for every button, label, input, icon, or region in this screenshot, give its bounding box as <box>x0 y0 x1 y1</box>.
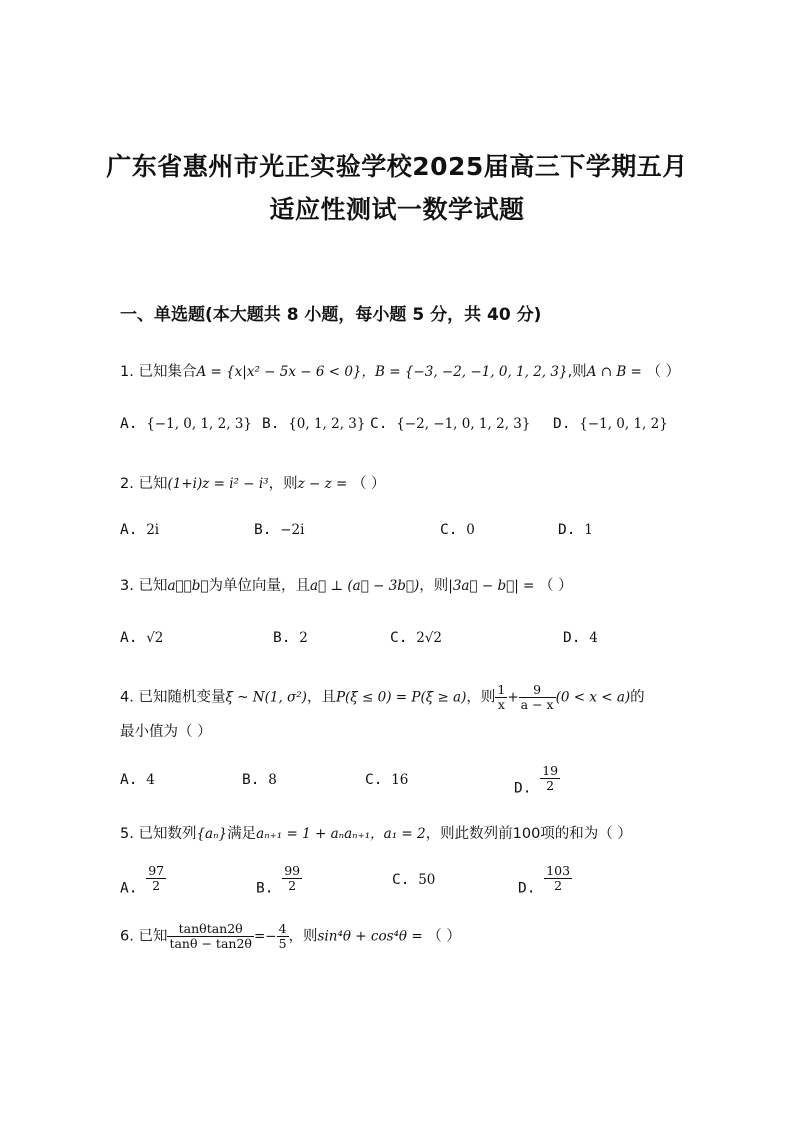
q1-prefix: 1. 已知集合 <box>120 364 197 380</box>
q4-option-d-value: $\frac{19}{2}$ <box>542 763 559 793</box>
q3-option-b-value: 2 <box>299 630 308 646</box>
q4-suffix: 的 <box>630 689 645 706</box>
q4-option-b-value: 8 <box>268 772 277 788</box>
q1-option-a[interactable]: A. {−1, 0, 1, 2, 3} <box>120 416 252 432</box>
q2-expr: (1+i)z = i² − i³ <box>167 476 269 492</box>
q3-option-c[interactable]: C. 2√2 <box>390 630 442 646</box>
q5-prefix: 5. 已知数列 <box>120 826 197 842</box>
q6-mid: ，则 <box>288 928 318 945</box>
q4-option-d[interactable]: D. $\frac{19}{2}$ <box>514 763 559 797</box>
question-2 <box>120 472 386 493</box>
q4-option-c[interactable]: C. 16 <box>365 772 409 788</box>
q3-expr: a⃗，b⃗ <box>167 578 209 594</box>
section-heading: 一、单选题(本大题共 8 小题，每小题 5 分，共 40 分) <box>120 305 542 325</box>
document-title-line2: 适应性测试一数学试题 <box>269 195 525 224</box>
q3-expr2: a⃗ ⊥ (a⃗ − 3b⃗) <box>309 578 420 594</box>
q3-paren: （ ） <box>538 578 573 594</box>
q4-option-a-value: 4 <box>146 772 155 788</box>
q1-expr: A = {x|x² − 5x − 6 < 0}，B = {−3, −2, −1, 0, 1, 2, 3} <box>196 364 568 380</box>
q6-prefix: 6. 已知 <box>120 928 168 945</box>
q3-option-a-value: √2 <box>146 630 164 646</box>
q2-mid: ，则 <box>268 476 298 492</box>
q1-option-a-value: {−1, 0, 1, 2, 3} <box>146 416 252 432</box>
q2-option-c[interactable]: C. 0 <box>440 522 475 538</box>
q4-mid: ，且 <box>306 689 336 706</box>
q4-mid2: ，则 <box>466 689 496 706</box>
q5-option-a-value: $\frac{97}{2}$ <box>148 863 165 893</box>
q5-option-a[interactable]: A. $\frac{97}{2}$ <box>120 863 165 897</box>
q3-mid2: ，则 <box>419 578 449 594</box>
q4-option-a[interactable]: A. 4 <box>120 772 155 788</box>
q3-mid: 为单位向量，且 <box>208 578 310 594</box>
q1-option-b[interactable]: B. {0, 1, 2, 3} <box>262 416 366 432</box>
q5-expr2: aₙ₊₁ = 1 + aₙaₙ₊₁，a₁ = 2 <box>256 826 426 842</box>
q4-option-c-value: 16 <box>391 772 409 788</box>
q1-paren: （ ） <box>646 364 681 380</box>
q1-mid: ,则 <box>567 364 587 380</box>
q4-option-b[interactable]: B. 8 <box>242 772 277 788</box>
q4-prefix: 4. 已知随机变量 <box>120 689 226 706</box>
question-1 <box>120 360 680 381</box>
q1-expr2: A ∩ B = <box>586 364 642 380</box>
q4-fraction-2: $\frac{9}{a - x}$ <box>520 682 554 712</box>
question-5 <box>120 822 632 843</box>
question-4-line2: 最小值为（ ） <box>120 724 212 740</box>
q3-option-d-value: 4 <box>589 630 598 646</box>
question-6: 6. 已知 $\frac{\tan\theta\tan 2\theta}{\tan\theta - \tan 2\theta}$ =− $\frac{4}{5}$ ，则sin⁴θ + cos⁴θ = （ ） <box>120 921 461 951</box>
q2-option-d[interactable]: D. 1 <box>558 522 593 538</box>
q5-mid2: ，则此数列前100项的和为（ ） <box>425 826 632 842</box>
q4-condition: (0 < x < a) <box>555 689 631 706</box>
q4-plus: + <box>507 689 519 706</box>
q3-option-b[interactable]: B. 2 <box>273 630 308 646</box>
q1-option-c[interactable]: C. {−2, −1, 0, 1, 2, 3} <box>370 416 531 432</box>
q5-option-d[interactable]: D. $\frac{103}{2}$ <box>518 863 571 897</box>
q2-option-d-value: 1 <box>584 522 593 538</box>
q4-expr2: P(ξ ≤ 0) = P(ξ ≥ a) <box>335 689 467 706</box>
q5-option-c-value: 50 <box>418 872 436 888</box>
q5-option-b[interactable]: B. $\frac{99}{2}$ <box>256 863 301 897</box>
q3-option-c-value: 2√2 <box>416 630 442 646</box>
q2-option-c-value: 0 <box>466 522 475 538</box>
q5-option-b-value: $\frac{99}{2}$ <box>284 863 301 893</box>
q2-paren: （ ） <box>351 476 386 492</box>
question-3 <box>120 574 573 595</box>
q3-option-d[interactable]: D. 4 <box>563 630 598 646</box>
q6-fraction-2: $\frac{4}{5}$ <box>278 921 287 951</box>
document-title-line1: 广东省惠州市光正实验学校2025届高三下学期五月 <box>106 152 688 181</box>
q4-fraction-1: $\frac{1}{x}$ <box>497 682 506 712</box>
q1-option-d-value: {−1, 0, 1, 2} <box>579 416 668 432</box>
q5-option-c[interactable]: C. 50 <box>392 872 436 888</box>
q5-expr: {aₙ} <box>196 826 228 842</box>
q6-equals: = <box>253 928 266 945</box>
q2-option-b-value: −2i <box>280 522 305 538</box>
q5-option-d-value: $\frac{103}{2}$ <box>546 863 571 893</box>
q1-option-b-value: {0, 1, 2, 3} <box>288 416 366 432</box>
q2-option-a[interactable]: A. 2i <box>120 522 160 538</box>
q1-option-c-value: {−2, −1, 0, 1, 2, 3} <box>396 416 531 432</box>
q1-option-d[interactable]: D. {−1, 0, 1, 2} <box>553 416 668 432</box>
q6-expr: sin⁴θ + cos⁴θ = <box>317 928 423 945</box>
q3-expr3: |3a⃗ − b⃗| = <box>448 578 535 594</box>
q2-expr2: z − z = <box>297 476 348 492</box>
question-4 <box>120 683 645 712</box>
q3-option-a[interactable]: A. √2 <box>120 630 164 646</box>
q3-prefix: 3. 已知 <box>120 578 168 594</box>
q5-mid: 满足 <box>227 826 257 842</box>
q2-prefix: 2. 已知 <box>120 476 168 492</box>
q6-paren: （ ） <box>427 928 461 945</box>
q4-expr: ξ ~ N(1, σ²) <box>225 689 307 706</box>
q2-option-a-value: 2i <box>146 522 160 538</box>
q6-fraction: $\frac{\tan\theta\tan 2\theta}{\tan\theta - \tan 2\theta}$ <box>169 921 252 951</box>
q2-option-b[interactable]: B. −2i <box>254 522 305 538</box>
